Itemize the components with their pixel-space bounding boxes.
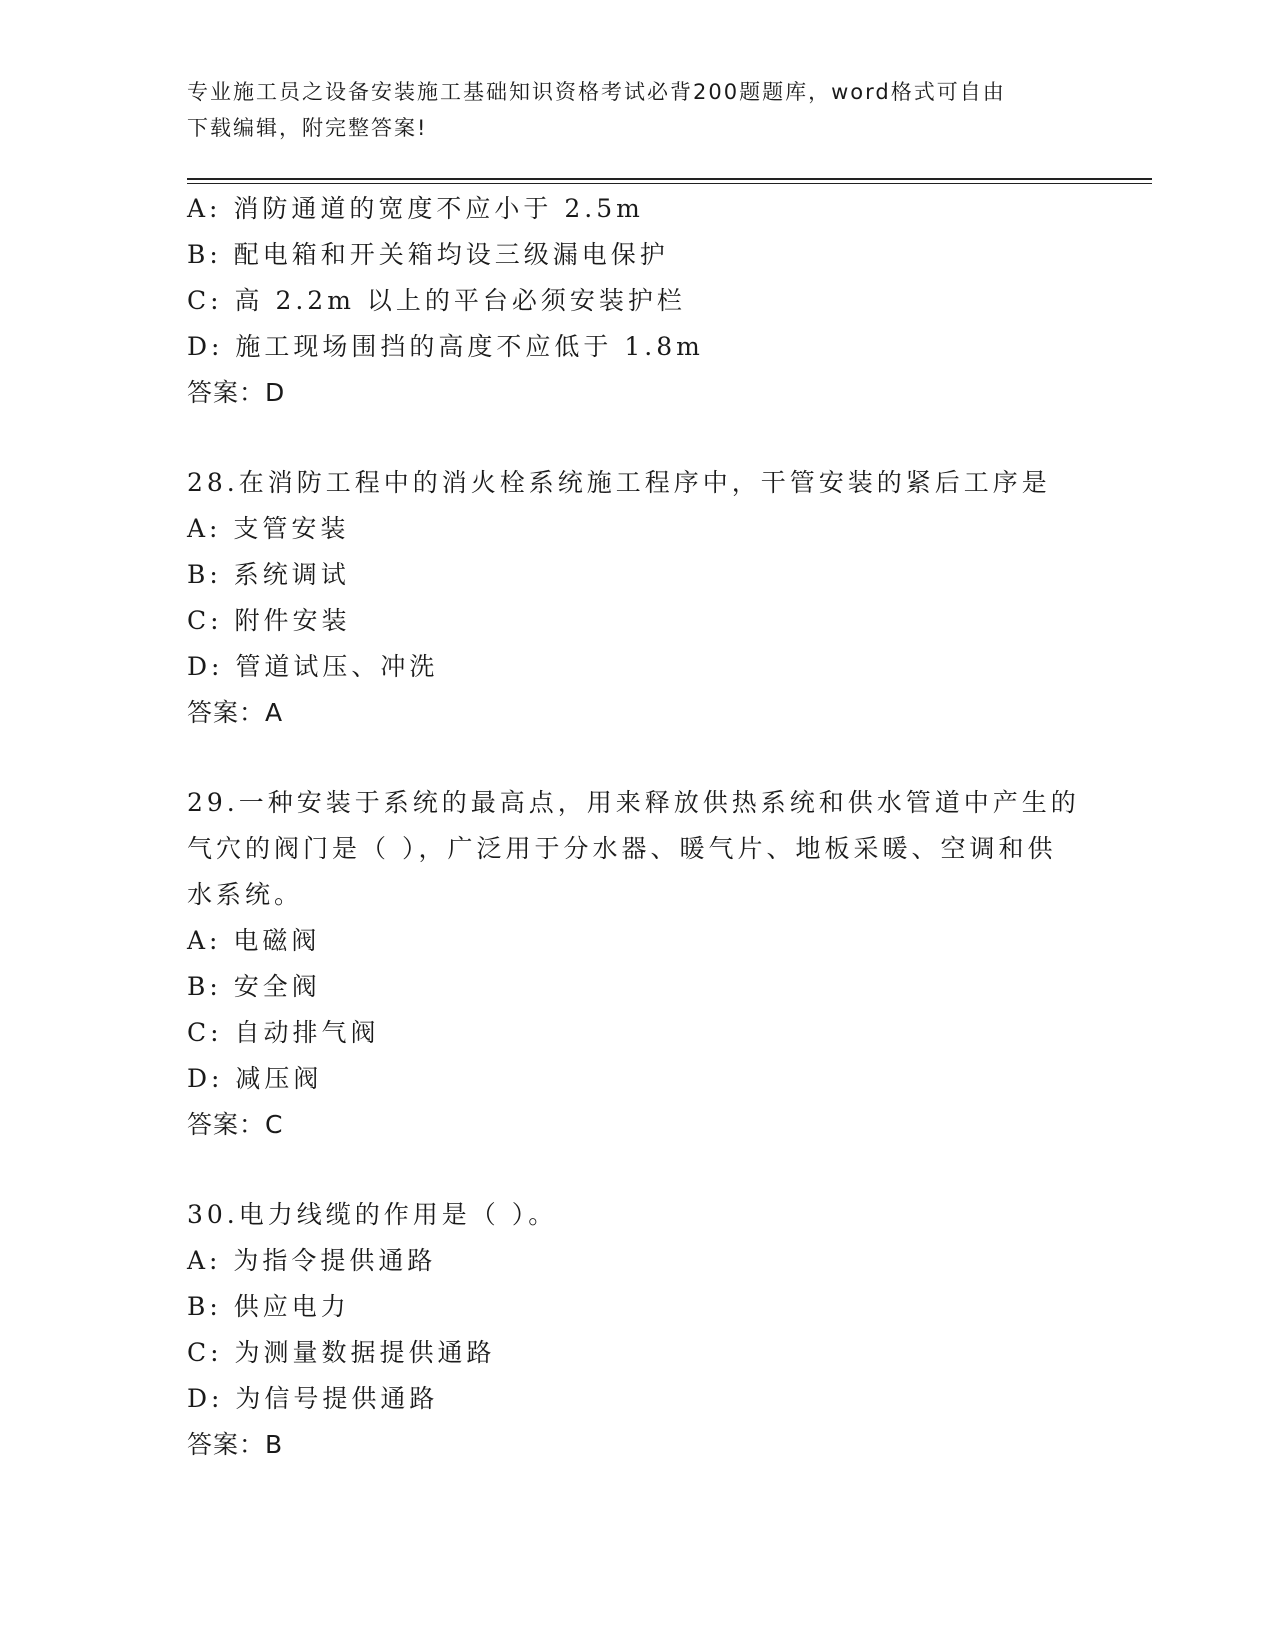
spacer [187,1148,1087,1192]
spacer [187,736,1087,780]
option-b: B: 供应电力 [187,1292,350,1321]
question-28-block [187,460,1087,736]
option-b: B: 系统调试 [187,560,350,589]
option-b: B: 配电箱和开关箱均设三级漏电保护 [187,240,669,269]
option-a: A: 消防通道的宽度不应小于 2.5m [187,194,644,223]
document-header [187,74,1087,146]
question-29-block [187,780,1087,1148]
question-29-text-line-1: 29.一种安装于系统的最高点，用来释放供热系统和供水管道中产生的 [187,788,1080,817]
header-title-line-2: 下载编辑，附完整答案! [187,116,428,140]
option-c: C: 为测量数据提供通路 [187,1338,496,1367]
prev-question-block [187,186,1087,416]
question-content [187,186,1087,1468]
header-rule-thick [187,178,1152,180]
option-c: C: 高 2.2m 以上的平台必须安装护栏 [187,286,686,315]
question-30-block [187,1192,1087,1468]
option-a: A: 为指令提供通路 [187,1246,437,1275]
question-28-text: 28.在消防工程中的消火栓系统施工程序中，干管安装的紧后工序是 [187,468,1051,497]
option-c: C: 附件安装 [187,606,351,635]
answer-line: 答案：A [187,698,284,727]
question-30-text: 30.电力线缆的作用是（ ）。 [187,1200,558,1229]
answer-line: 答案：B [187,1430,284,1459]
option-c: C: 自动排气阀 [187,1018,380,1047]
option-a: A: 电磁阀 [187,926,321,955]
answer-line: 答案：C [187,1110,284,1139]
header-rule-thin [187,183,1152,184]
header-title-line-1: 专业施工员之设备安装施工基础知识资格考试必背200题题库，word格式可自由 [187,80,1006,104]
option-d: D: 为信号提供通路 [187,1384,439,1413]
question-29-text-line-3: 水系统。 [187,880,304,909]
answer-line: 答案：D [187,378,286,407]
option-b: B: 安全阀 [187,972,321,1001]
option-d: D: 减压阀 [187,1064,323,1093]
spacer [187,416,1087,460]
option-a: A: 支管安装 [187,514,350,543]
option-d: D: 管道试压、冲洗 [187,652,439,681]
option-d: D: 施工现场围挡的高度不应低于 1.8m [187,332,704,361]
question-29-text-line-2: 气穴的阀门是（ ），广泛用于分水器、暖气片、地板采暖、空调和供 [187,834,1057,863]
